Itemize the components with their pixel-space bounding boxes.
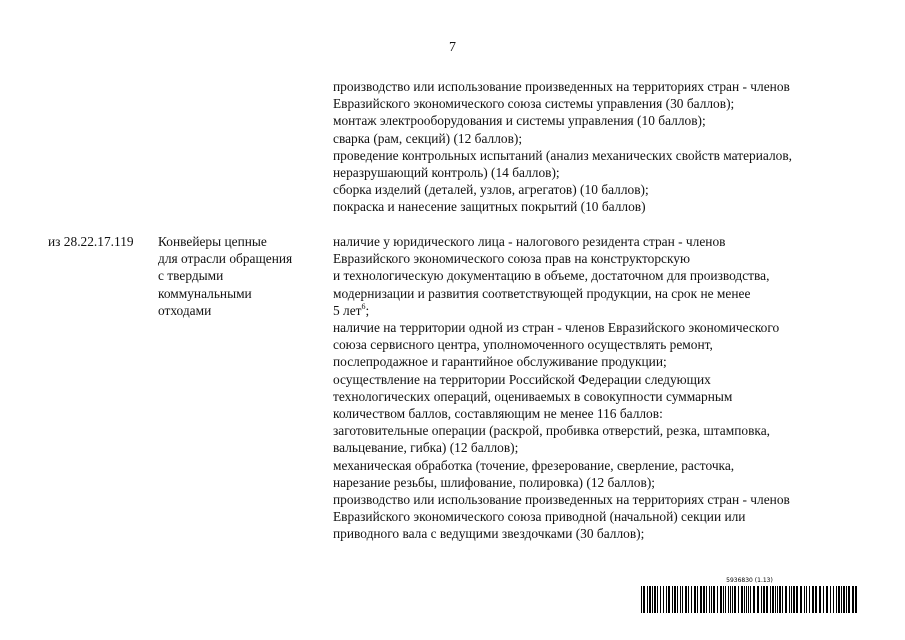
barcode-bar [785,586,787,613]
text-line: Евразийского экономического союза системы управления (30 баллов); [333,96,735,112]
barcode-bar [744,586,745,613]
text-line: наличие у юридического лица - налогового резидента стран - членов [333,234,726,249]
text-line: наличие на территории одной из стран - членов Евразийского экономического [333,320,780,336]
barcode-bar [734,586,736,613]
barcode-bar [697,586,698,613]
product-code-text: из 28.22.17.119 [48,234,134,249]
barcode-label: 5936830 (1.13) [726,577,773,584]
barcode-bar [691,586,692,613]
text-line: модернизации и развития соответствующей продукции, на срок не менее [333,285,751,301]
text-line: покраска и нанесение защитных покрытий (10 баллов) [333,199,646,215]
barcode-bar [770,586,771,613]
barcode-bar [741,586,743,613]
continuation-text [333,78,792,216]
text-line: механическая обработка (точение, фрезерование, сверление, расточка, [333,457,735,473]
requirements-text [333,233,790,543]
barcode-bar [793,586,795,613]
product-name-line: отходами [158,302,212,318]
barcode-bar [732,586,733,613]
product-name-line: для отрасли обращения [158,251,293,267]
barcode-bar [694,586,696,613]
barcode-bar [838,586,840,613]
text-line: Евразийского экономического союза прав на конструкторскую [333,251,690,267]
text-line: технологических операций, оцениваемых в совокупности суммарным [333,388,733,404]
barcode-bar [641,586,642,613]
barcode-bar [823,586,824,613]
product-name-line: Конвейеры цепные [158,234,267,249]
text-line: монтаж электрооборудования и системы управления (10 баллов); [333,113,706,129]
text-line: производство или использование произведенных на территориях стран - членов [333,79,790,94]
barcode-bar [730,586,731,613]
text-line: приводного вала с ведущими звездочками (30 баллов); [333,526,645,542]
text-line: количеством баллов, составляющим не менее 116 баллов: [333,406,663,422]
text-line: вальцевание, гибка) (12 баллов); [333,440,519,456]
barcode-bar [647,586,648,613]
text-line: союза сервисного центра, уполномоченного осуществлять ремонт, [333,337,713,353]
text-line: неразрушающий контроль) (14 баллов); [333,165,560,181]
barcode-bar [855,586,857,613]
barcode-bar [709,586,710,613]
barcode-bar [663,586,664,613]
barcode-bar [777,586,778,613]
text-line: сварка (рам, секций) (12 баллов); [333,130,523,146]
barcode-bar [654,586,656,613]
product-name-line: с твердыми [158,268,224,284]
barcode-bar [826,586,828,613]
barcode-bar [846,586,847,613]
barcode-bar [796,586,798,613]
barcode-bar [713,586,715,613]
text-line: послепродажное и гарантийное обслуживание продукции; [333,354,667,370]
barcode-bar [723,586,724,613]
term-line [333,302,790,319]
barcode-bar [688,586,689,613]
barcode-bar [700,586,702,613]
barcode-bar [652,586,653,613]
barcode-bar [750,586,751,613]
barcode-bar [711,586,712,613]
barcode-bar [672,586,673,613]
barcode-bar [833,586,834,613]
term-text: 5 лет [333,302,362,318]
barcode-image [641,586,858,613]
barcode-bar [728,586,729,613]
barcode-bar [757,586,759,613]
text-line: проведение контрольных испытаний (анализ механических свойств материалов, [333,147,793,163]
barcode-bar [815,586,817,613]
page-number: 7 [449,40,456,55]
barcode-bar [766,586,768,613]
barcode-bar [717,586,718,613]
barcode-bar [720,586,722,613]
barcode-bar [804,586,805,613]
barcode-bar [746,586,747,613]
barcode-bar [843,586,845,613]
barcode-bar [848,586,850,613]
barcode-bar [779,586,781,613]
text-line: производство или использование произведенных на территориях стран - членов [333,492,790,508]
barcode-bar [685,586,687,613]
barcode-bar [852,586,854,613]
barcode-bar [830,586,831,613]
barcode-bar [800,586,802,613]
barcode-bar [789,586,790,613]
barcode-bar [657,586,658,613]
term-suffix: ; [365,302,370,318]
text-line: нарезание резьбы, шлифование, полировка) (12 баллов); [333,474,655,490]
barcode-bar [782,586,783,613]
text-line: сборка изделий (деталей, узлов, агрегатов) (10 баллов); [333,182,649,198]
barcode-bar [677,586,678,613]
barcode-bar [680,586,681,613]
text-line: заготовительные операции (раскрой, пробивка отверстий, резка, штамповка, [333,423,770,439]
barcode-bar [841,586,842,613]
product-code [48,233,134,250]
barcode-bar [809,586,810,613]
barcode-bar [775,586,776,613]
text-line: осуществление на территории Российской Федерации следующих [333,371,711,387]
barcode-bar [772,586,774,613]
barcode-bar [748,586,749,613]
barcode-bar [682,586,683,613]
product-name-line: коммунальными [158,285,252,301]
footnote-mark: 6 [361,301,366,311]
barcode-bar [812,586,814,613]
barcode-bar [791,586,792,613]
barcode-bar [761,586,762,613]
barcode-bar [706,586,707,613]
barcode-bar [666,586,667,613]
barcode-bar [836,586,837,613]
barcode-bar [725,586,726,613]
barcode-bar [660,586,661,613]
barcode-bar [668,586,670,613]
barcode-bar [753,586,755,613]
text-line: Евразийского экономического союза приводной (начальной) секции или [333,509,746,525]
barcode-bar [649,586,651,613]
barcode-bar [703,586,705,613]
product-name [158,233,292,319]
text-line: и технологическую документацию в объеме, достаточном для производства, [333,268,770,284]
barcode-bar [738,586,739,613]
barcode-bar [806,586,807,613]
barcode-bar [643,586,645,613]
barcode-bar [819,586,821,613]
barcode-bar [674,586,676,613]
barcode-bar [763,586,765,613]
